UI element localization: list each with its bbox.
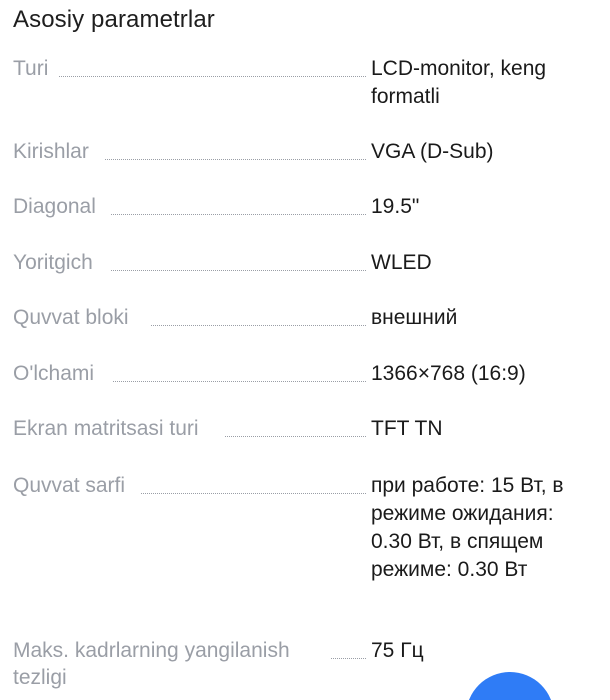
dotted-leader bbox=[111, 214, 366, 215]
spec-label: O'lchami bbox=[13, 360, 366, 387]
spec-label: Kirishlar bbox=[13, 138, 366, 165]
spec-value: VGA (D-Sub) bbox=[371, 140, 494, 163]
spec-label: Yoritgich bbox=[13, 249, 366, 276]
spec-label: Ekran matritsasi turi bbox=[13, 415, 366, 442]
spec-label: Diagonal bbox=[13, 193, 366, 220]
spec-value: LCD-monitor, keng formatli bbox=[371, 57, 547, 108]
spec-label: Turi bbox=[13, 55, 366, 82]
dotted-leader bbox=[141, 493, 366, 494]
spec-value: внешний bbox=[371, 306, 458, 329]
spec-value: 19.5" bbox=[371, 195, 420, 218]
section-title: Asosiy parametrlar bbox=[13, 6, 215, 33]
dotted-leader bbox=[151, 325, 366, 326]
spec-value: WLED bbox=[371, 251, 432, 274]
dotted-leader bbox=[105, 159, 366, 160]
dotted-leader bbox=[59, 76, 366, 77]
dotted-leader bbox=[113, 381, 366, 382]
spec-value: 1366×768 (16:9) bbox=[371, 362, 526, 385]
spec-value: TFT TN bbox=[371, 417, 443, 440]
dotted-leader bbox=[225, 436, 366, 437]
spec-value: 75 Гц bbox=[371, 639, 424, 662]
spec-label: Maks. kadrlarning yangilanish tezligi bbox=[13, 639, 290, 689]
dotted-leader bbox=[111, 270, 366, 271]
spec-value: при работе: 15 Вт, в режиме ожидания: 0.30 Вт, в спящем режиме: 0.30 Вт bbox=[371, 474, 564, 581]
spec-label: Quvvat sarfi bbox=[13, 472, 366, 499]
spec-label: Quvvat bloki bbox=[13, 304, 366, 331]
dotted-leader bbox=[331, 658, 366, 659]
